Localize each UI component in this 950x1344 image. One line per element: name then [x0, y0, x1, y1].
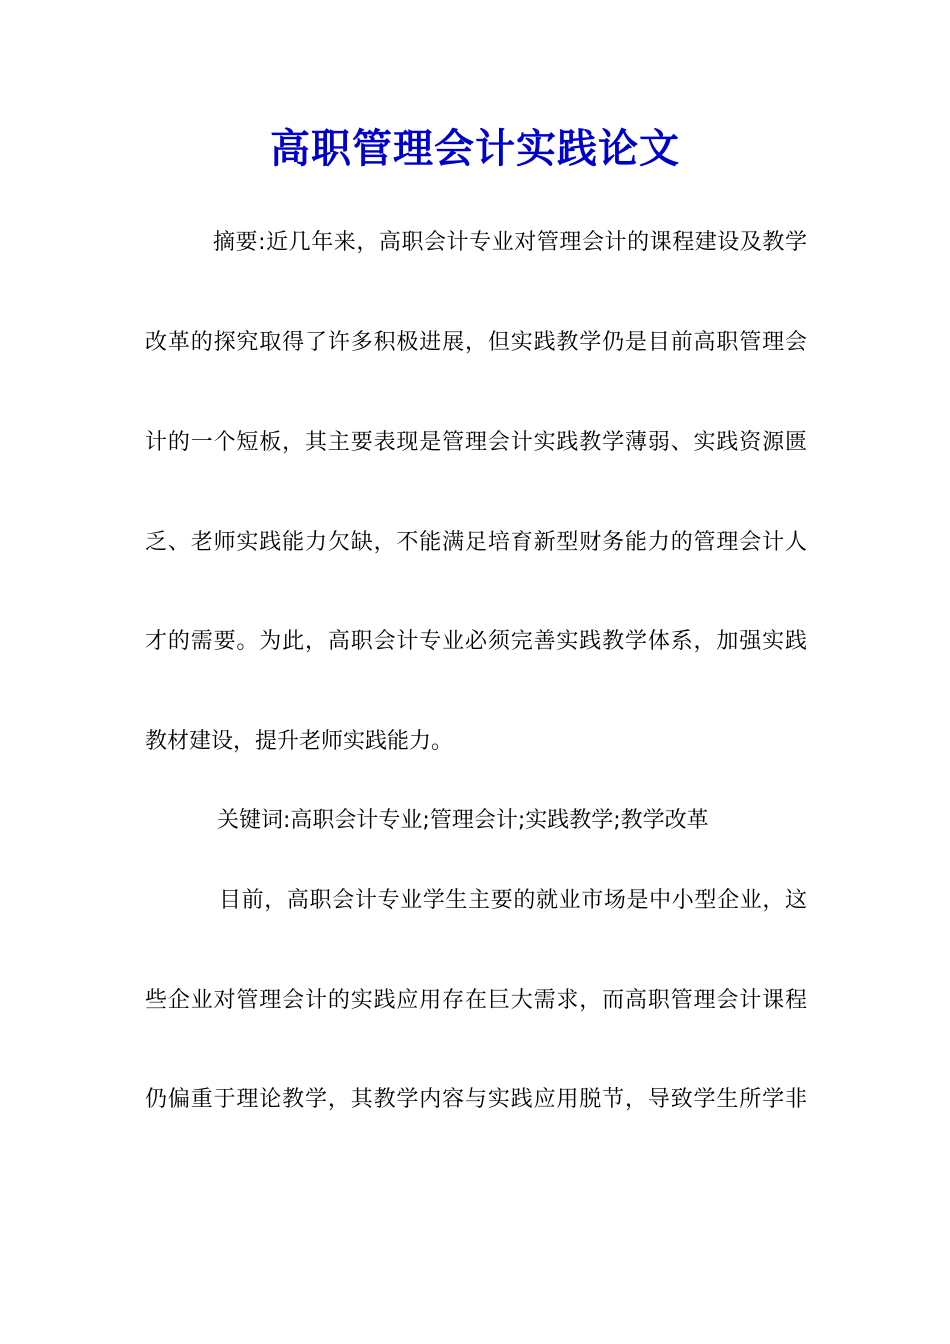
body-line-1: 目前，高职会计专业学生主要的就业市场是中小型企业，这: [219, 888, 807, 913]
keywords-line: 关键词:高职会计专业;管理会计;实践教学;教学改革: [217, 808, 709, 833]
abstract-line-4: 乏、老师实践能力欠缺，不能满足培育新型财务能力的管理会计人: [145, 530, 807, 555]
body-line-3: 仍偏重于理论教学，其教学内容与实践应用脱节，导致学生所学非: [145, 1087, 807, 1112]
abstract-line-3: 计的一个短板，其主要表现是管理会计实践教学薄弱、实践资源匮: [145, 430, 807, 455]
abstract-line-2: 改革的探究取得了许多积极进展，但实践教学仍是目前高职管理会: [145, 330, 807, 355]
abstract-line-5: 才的需要。为此，高职会计专业必须完善实践教学体系，加强实践: [145, 629, 807, 654]
abstract-line-1: 摘要:近几年来，高职会计专业对管理会计的课程建设及教学: [213, 230, 807, 255]
document-title: 高职管理会计实践论文: [270, 125, 680, 172]
abstract-line-6: 教材建设，提升老师实践能力。: [145, 729, 454, 754]
body-line-2: 些企业对管理会计的实践应用存在巨大需求，而高职管理会计课程: [145, 988, 807, 1013]
